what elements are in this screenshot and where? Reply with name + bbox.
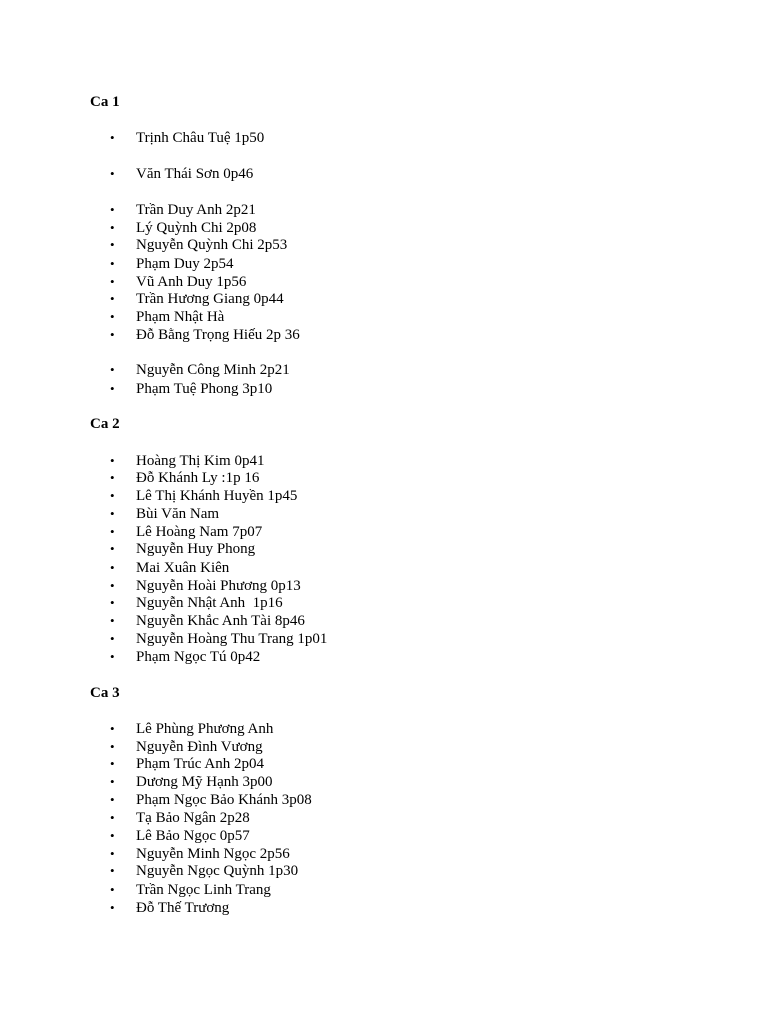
list-item: Nguyễn Quỳnh Chi 2p53 <box>136 237 288 253</box>
list-item: Lê Bảo Ngọc 0p57 <box>136 828 250 844</box>
list-item: Trịnh Châu Tuệ 1p50 <box>136 130 265 146</box>
bullet-icon: • <box>110 721 115 736</box>
list-item: Lê Thị Khánh Huyền 1p45 <box>136 488 298 504</box>
bullet-icon: • <box>110 560 115 575</box>
bullet-icon: • <box>110 309 115 324</box>
list-item: Vũ Anh Duy 1p56 <box>136 274 247 290</box>
bullet-icon: • <box>110 166 115 181</box>
bullet-icon: • <box>110 541 115 556</box>
bullet-icon: • <box>110 613 115 628</box>
list-item: Nguyễn Minh Ngọc 2p56 <box>136 846 290 862</box>
list-item: Lê Phùng Phương Anh <box>136 721 274 737</box>
list-item: Nguyễn Khắc Anh Tài 8p46 <box>136 613 305 629</box>
bullet-icon: • <box>110 220 115 235</box>
list-item: Nguyễn Huy Phong <box>136 541 256 557</box>
section-heading: Ca 1 <box>90 94 120 110</box>
bullet-icon: • <box>110 595 115 610</box>
bullet-icon: • <box>110 846 115 861</box>
bullet-icon: • <box>110 202 115 217</box>
bullet-icon: • <box>110 291 115 306</box>
bullet-icon: • <box>110 488 115 503</box>
bullet-icon: • <box>110 631 115 646</box>
list-item: Lý Quỳnh Chi 2p08 <box>136 220 257 236</box>
list-item: Lê Hoàng Nam 7p07 <box>136 524 263 540</box>
bullet-icon: • <box>110 362 115 377</box>
bullet-icon: • <box>110 828 115 843</box>
bullet-icon: • <box>110 470 115 485</box>
bullet-icon: • <box>110 506 115 521</box>
list-item: Phạm Ngọc Tú 0p42 <box>136 649 261 665</box>
section-heading: Ca 2 <box>90 416 120 432</box>
list-item: Trần Ngọc Linh Trang <box>136 882 271 898</box>
list-item: Nguyễn Hoài Phương 0p13 <box>136 578 301 594</box>
bullet-icon: • <box>110 863 115 878</box>
list-item: Nguyễn Hoàng Thu Trang 1p01 <box>136 631 328 647</box>
list-item: Văn Thái Sơn 0p46 <box>136 166 254 182</box>
list-item: Nguyễn Ngọc Quỳnh 1p30 <box>136 863 299 879</box>
bullet-icon: • <box>110 524 115 539</box>
list-item: Phạm Ngọc Bảo Khánh 3p08 <box>136 792 312 808</box>
list-item: Phạm Trúc Anh 2p04 <box>136 756 264 772</box>
bullet-icon: • <box>110 739 115 754</box>
bullet-icon: • <box>110 810 115 825</box>
list-item: Phạm Tuệ Phong 3p10 <box>136 381 273 397</box>
bullet-icon: • <box>110 756 115 771</box>
bullet-icon: • <box>110 237 115 252</box>
list-item: Hoàng Thị Kim 0p41 <box>136 453 265 469</box>
bullet-icon: • <box>110 774 115 789</box>
bullet-icon: • <box>110 900 115 915</box>
list-item: Nguyễn Công Minh 2p21 <box>136 362 290 378</box>
bullet-icon: • <box>110 578 115 593</box>
list-item: Đỗ Bằng Trọng Hiếu 2p 36 <box>136 327 300 343</box>
section-heading: Ca 3 <box>90 685 120 701</box>
list-item: Tạ Bảo Ngân 2p28 <box>136 810 250 826</box>
list-item: Nguyễn Đình Vương <box>136 739 263 755</box>
bullet-icon: • <box>110 381 115 396</box>
bullet-icon: • <box>110 130 115 145</box>
list-item: Nguyễn Nhật Anh 1p16 <box>136 595 283 611</box>
bullet-icon: • <box>110 256 115 271</box>
list-item: Phạm Duy 2p54 <box>136 256 234 272</box>
bullet-icon: • <box>110 327 115 342</box>
list-item: Trần Duy Anh 2p21 <box>136 202 256 218</box>
list-item: Dương Mỹ Hạnh 3p00 <box>136 774 273 790</box>
bullet-icon: • <box>110 792 115 807</box>
bullet-icon: • <box>110 453 115 468</box>
bullet-icon: • <box>110 882 115 897</box>
list-item: Bùi Văn Nam <box>136 506 220 522</box>
bullet-icon: • <box>110 649 115 664</box>
list-item: Phạm Nhật Hà <box>136 309 225 325</box>
list-item: Mai Xuân Kiên <box>136 560 230 576</box>
bullet-icon: • <box>110 274 115 289</box>
list-item: Trần Hương Giang 0p44 <box>136 291 284 307</box>
list-item: Đỗ Khánh Ly :1p 16 <box>136 470 260 486</box>
list-item: Đỗ Thế Trương <box>136 900 230 916</box>
